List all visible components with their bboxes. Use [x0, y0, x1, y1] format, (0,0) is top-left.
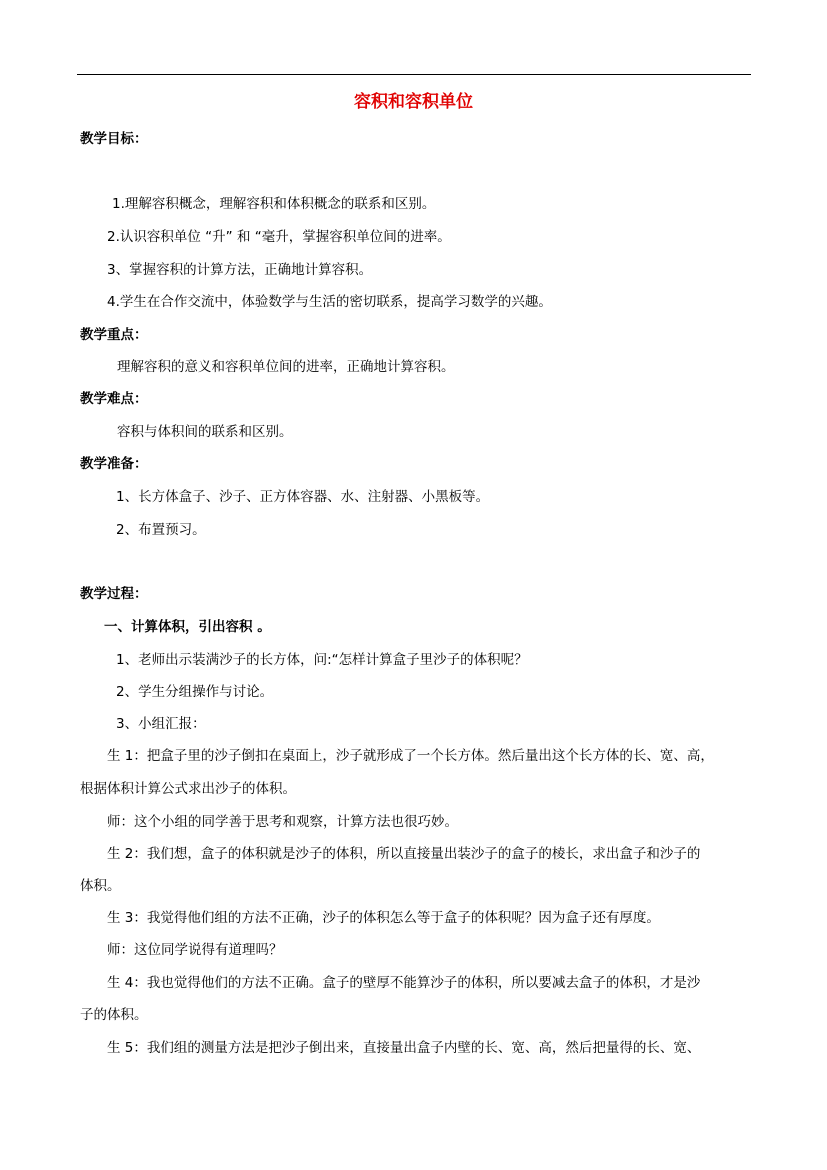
- process-line: 生 5：我们组的测量方法是把沙子倒出来，直接量出盒子内壁的长、宽、高，然后把量得的长、宽、: [107, 1040, 701, 1056]
- process-line: 3、小组汇报：: [116, 716, 206, 732]
- process-line: 师：这个小组的同学善于思考和观察，计算方法也很巧妙。: [107, 814, 458, 830]
- objective-item: 4.学生在合作交流中，体验数学与生活的密切联系，提高学习数学的兴趣。: [107, 294, 552, 310]
- objective-item: 1.理解容积概念，理解容积和体积概念的联系和区别。: [112, 196, 436, 212]
- process-line: 1、老师出示装满沙子的长方体，问:“怎样计算盒子里沙子的体积呢？: [116, 652, 528, 668]
- process-line: 师：这位同学说得有道理吗？: [107, 942, 283, 958]
- objectives-heading: 教学目标：: [80, 131, 148, 147]
- process-line: 生 1：把盒子里的沙子倒扣在桌面上，沙子就形成了一个长方体。然后量出这个长方体的长、宽、高，: [107, 748, 714, 764]
- preparation-item: 1、长方体盒子、沙子、正方体容器、水、注射器、小黑板等。: [116, 489, 490, 505]
- key-points-text: 理解容积的意义和容积单位间的进率，正确地计算容积。: [117, 359, 455, 375]
- process-line: 体积。: [80, 878, 121, 894]
- process-line: 生 4：我也觉得他们的方法不正确。盒子的壁厚不能算沙子的体积，所以要减去盒子的体积，才是沙: [107, 975, 701, 991]
- process-line: 子的体积。: [80, 1007, 148, 1023]
- process-heading: 教学过程：: [80, 586, 148, 602]
- preparation-item: 2、布置预习。: [116, 522, 206, 538]
- key-points-heading: 教学重点：: [80, 327, 148, 343]
- process-section-title: 一、计算体积，引出容积 。: [104, 619, 271, 635]
- header-rule: [77, 74, 751, 75]
- process-line: 生 3：我觉得他们组的方法不正确，沙子的体积怎么等于盒子的体积呢？因为盒子还有厚度。: [107, 910, 660, 926]
- objective-item: 3、掌握容积的计算方法，正确地计算容积。: [107, 262, 373, 278]
- process-line: 2、学生分组操作与讨论。: [116, 684, 274, 700]
- document-title: 容积和容积单位: [354, 92, 473, 112]
- preparation-heading: 教学准备：: [80, 456, 148, 472]
- difficulties-heading: 教学难点：: [80, 391, 148, 407]
- process-line: 根据体积计算公式求出沙子的体积。: [80, 781, 296, 797]
- objective-item: 2.认识容积单位 “升” 和 “毫升，掌握容积单位间的进率。: [107, 229, 451, 245]
- difficulties-text: 容积与体积间的联系和区别。: [117, 424, 293, 440]
- process-line: 生 2：我们想，盒子的体积就是沙子的体积，所以直接量出装沙子的盒子的棱长，求出盒子和沙子的: [107, 846, 701, 862]
